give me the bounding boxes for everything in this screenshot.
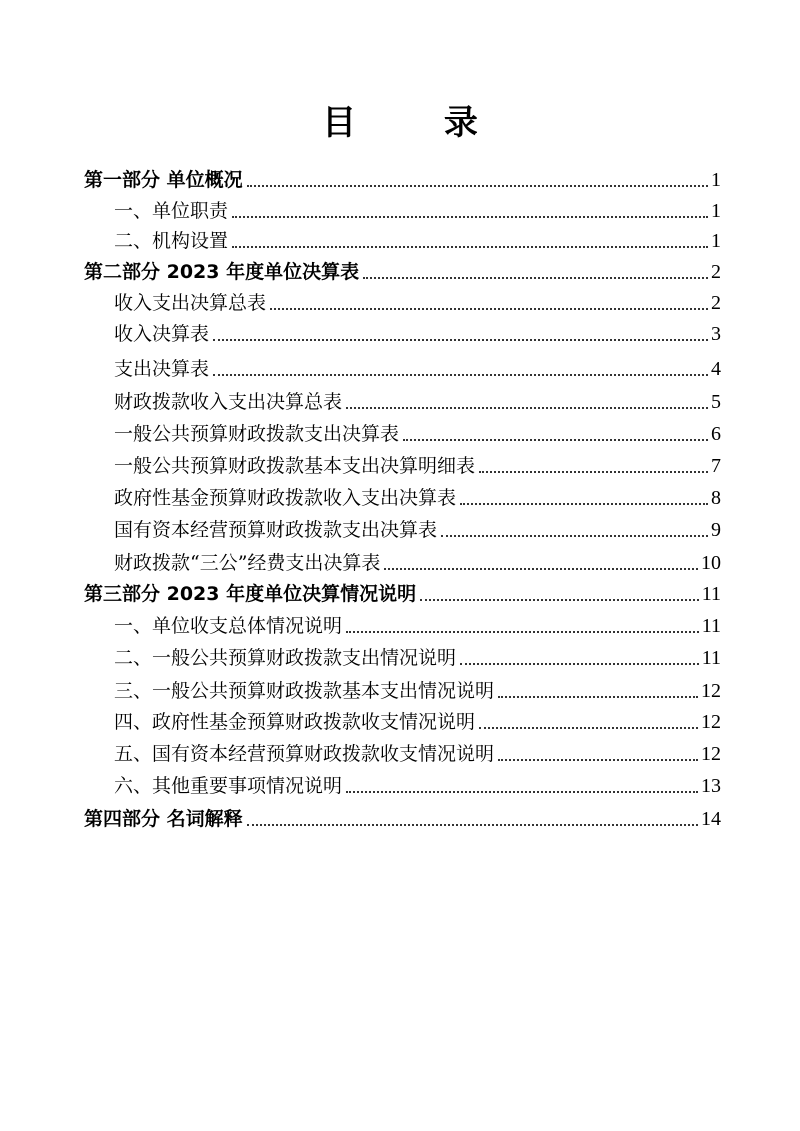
toc-entry-page: 11 [701, 647, 721, 669]
toc-entry[interactable] [114, 354, 721, 384]
dot-leader [213, 339, 708, 341]
toc-entry-page: 6 [711, 423, 721, 445]
toc-entry-label: 财政拨款“三公”经费支出决算表 [114, 552, 381, 574]
dot-leader [460, 663, 699, 665]
toc-entry-page: 14 [701, 808, 721, 830]
toc-entry[interactable] [114, 226, 721, 256]
toc-entry[interactable] [114, 515, 721, 545]
toc-entry-page: 12 [701, 680, 721, 702]
toc-entry[interactable] [114, 288, 721, 318]
toc-entry[interactable] [114, 319, 721, 349]
toc-entry[interactable] [114, 419, 721, 449]
toc-entry[interactable] [114, 451, 721, 481]
toc-entry-page: 10 [701, 552, 721, 574]
toc-entry-page: 12 [701, 743, 721, 765]
dot-leader [363, 277, 708, 279]
toc-entry-label: 一般公共预算财政拨款支出决算表 [114, 423, 400, 445]
toc-entry-label: 收入支出决算总表 [114, 292, 267, 314]
toc-entry-label: 一般公共预算财政拨款基本支出决算明细表 [114, 455, 476, 477]
dot-leader [247, 824, 698, 826]
dot-leader [441, 535, 708, 537]
toc-entry-label: 六、其他重要事项情况说明 [114, 775, 343, 797]
dot-leader [498, 759, 698, 761]
toc-entry-page: 1 [711, 200, 721, 222]
toc-entry[interactable] [114, 548, 721, 578]
dot-leader [346, 791, 698, 793]
toc-entry-page: 2 [711, 292, 721, 314]
dot-leader [403, 439, 708, 441]
toc-entry-page: 11 [701, 615, 721, 637]
toc-entry-label: 国有资本经营预算财政拨款支出决算表 [114, 519, 438, 541]
toc-title: 目 录 [322, 103, 516, 143]
toc-entry[interactable] [114, 196, 721, 226]
toc-entry-label: 三、一般公共预算财政拨款基本支出情况说明 [114, 680, 495, 702]
dot-leader [479, 727, 698, 729]
toc-entry-label: 二、机构设置 [114, 230, 229, 252]
toc-entry[interactable] [114, 387, 721, 417]
dot-leader [346, 631, 699, 633]
dot-leader [232, 246, 708, 248]
toc-entry-part-2[interactable] [84, 257, 721, 287]
toc-entry[interactable] [114, 643, 721, 673]
toc-entry[interactable] [114, 611, 721, 641]
toc-entry-page: 5 [711, 391, 721, 413]
toc-entry-label: 四、政府性基金预算财政拨款收支情况说明 [114, 711, 476, 733]
toc-entry-label: 一、单位职责 [114, 200, 229, 222]
dot-leader [270, 308, 708, 310]
toc-entry-label: 五、国有资本经营预算财政拨款收支情况说明 [114, 743, 495, 765]
dot-leader [346, 407, 708, 409]
toc-entry-label: 第三部分 2023 年度单位决算情况说明 [84, 583, 417, 605]
toc-entry-page: 1 [711, 230, 721, 252]
toc-entry-page: 13 [701, 775, 721, 797]
toc-entry[interactable] [114, 707, 721, 737]
toc-entry-label: 第二部分 2023 年度单位决算表 [84, 261, 360, 283]
toc-entry[interactable] [114, 739, 721, 769]
toc-entry-page: 1 [711, 169, 721, 191]
dot-leader [420, 599, 699, 601]
dot-leader [460, 503, 708, 505]
toc-entry[interactable] [114, 771, 721, 801]
toc-entry-page: 12 [701, 711, 721, 733]
toc-entry-label: 政府性基金预算财政拨款收入支出决算表 [114, 487, 457, 509]
toc-entry-label: 第四部分 名词解释 [84, 808, 243, 830]
toc-entry-part-1[interactable] [84, 165, 721, 195]
toc-entry-label: 一、单位收支总体情况说明 [114, 615, 343, 637]
toc-entry-label: 第一部分 单位概况 [84, 169, 243, 191]
toc-entry-page: 2 [711, 261, 721, 283]
dot-leader [232, 216, 708, 218]
toc-entry-part-4[interactable] [84, 804, 721, 834]
toc-entry-page: 7 [711, 455, 721, 477]
dot-leader [498, 696, 698, 698]
toc-entry-label: 二、一般公共预算财政拨款支出情况说明 [114, 647, 457, 669]
dot-leader [247, 185, 708, 187]
toc-entry[interactable] [114, 676, 721, 706]
toc-entry[interactable] [114, 483, 721, 513]
toc-entry-page: 9 [711, 519, 721, 541]
dot-leader [213, 374, 708, 376]
toc-entry-label: 财政拨款收入支出决算总表 [114, 391, 343, 413]
toc-entry-part-3[interactable] [84, 579, 721, 609]
toc-entry-page: 3 [711, 323, 721, 345]
toc-entry-page: 11 [701, 583, 721, 605]
toc-entry-page: 4 [711, 358, 721, 380]
toc-entry-page: 8 [711, 487, 721, 509]
dot-leader [479, 471, 708, 473]
toc-entry-label: 支出决算表 [114, 358, 210, 380]
toc-entry-label: 收入决算表 [114, 323, 210, 345]
dot-leader [384, 568, 698, 570]
